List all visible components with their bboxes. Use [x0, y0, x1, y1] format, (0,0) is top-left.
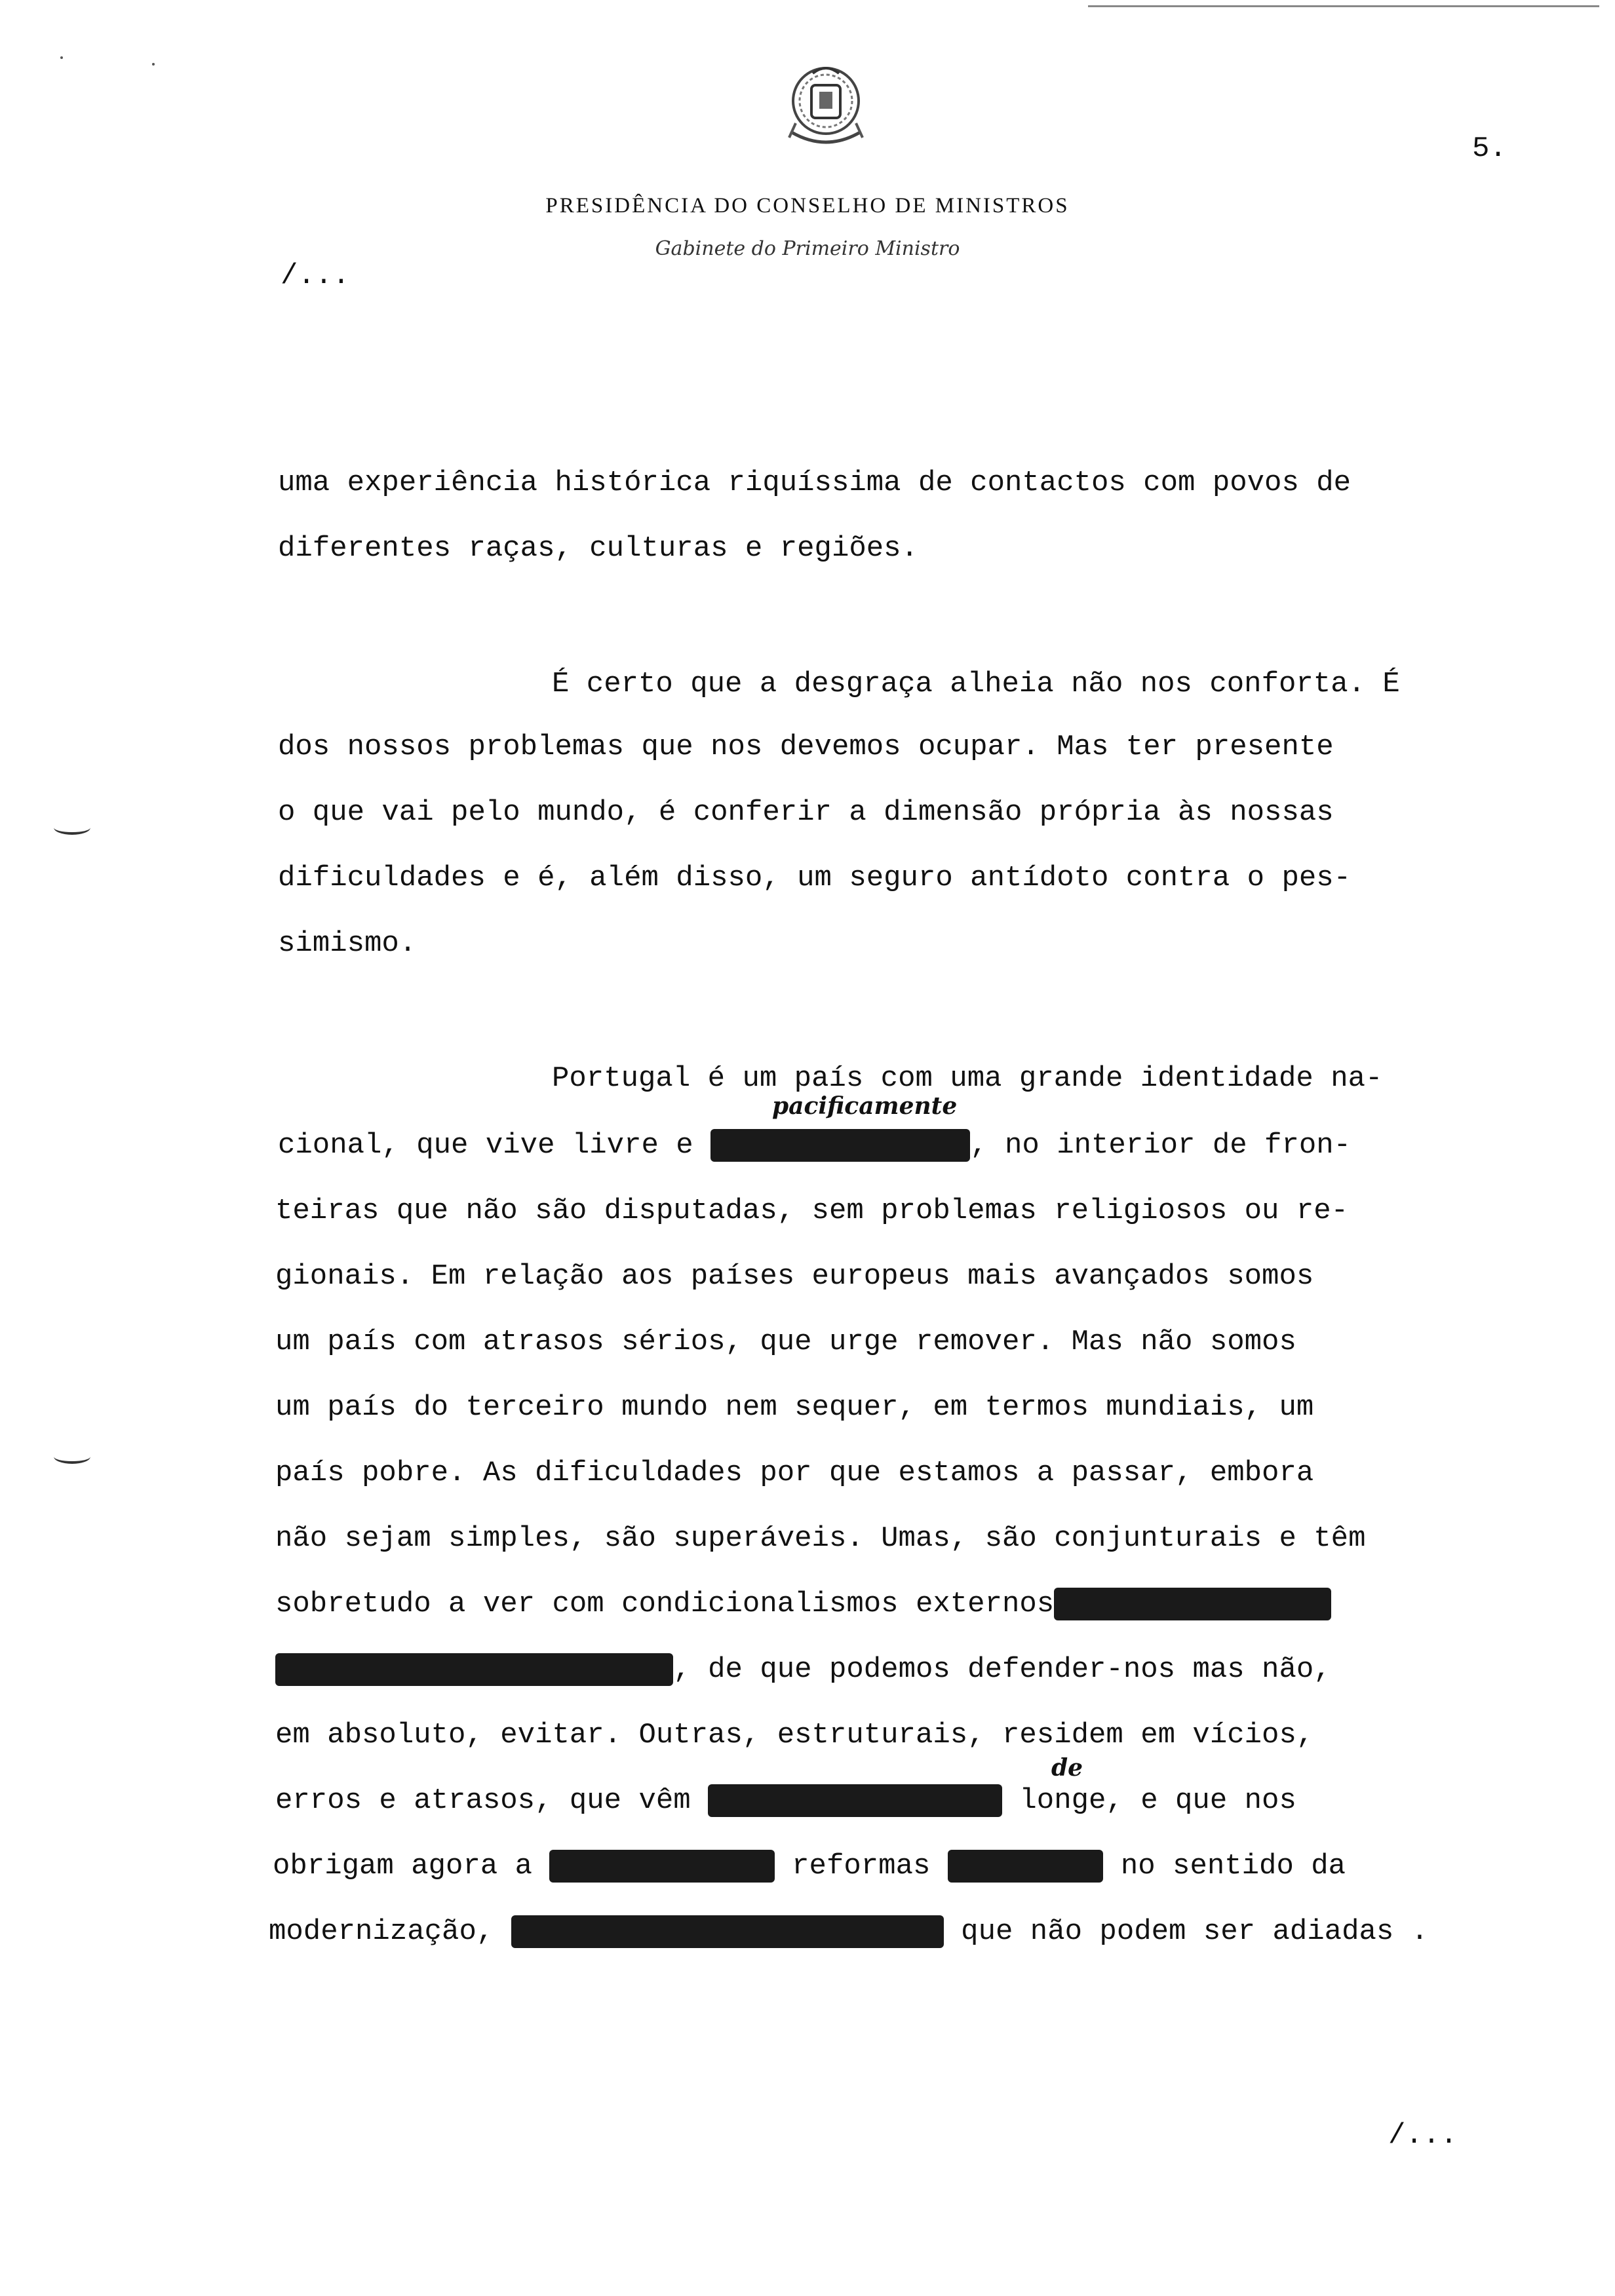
body-line: não sejam simples, são superáveis. Umas, são conjunturais e têm	[275, 1522, 1366, 1555]
struck-text	[511, 1915, 944, 1948]
body-line: o que vai pelo mundo, é conferir a dimensão própria às nossas	[278, 796, 1334, 829]
margin-mark	[54, 1449, 90, 1464]
body-line: simismo.	[278, 927, 417, 960]
struck-text	[275, 1653, 673, 1686]
struck-text	[708, 1784, 1002, 1817]
handwritten-insertion: de	[1051, 1754, 1083, 1782]
body-line: uma experiência histórica riquíssima de contactos com povos de	[278, 467, 1352, 499]
body-line: diferentes raças, culturas e regiões.	[278, 532, 918, 565]
struck-text	[948, 1850, 1104, 1883]
body-line: dos nossos problemas que nos devemos ocupar. Mas ter presente	[278, 731, 1334, 763]
body-line: cional, que vive livre e , no interior de fron-	[278, 1129, 1352, 1162]
struck-text	[549, 1850, 774, 1883]
top-rule	[1088, 5, 1599, 7]
body-line: dificuldades e é, além disso, um seguro antídoto contra o pes-	[278, 862, 1352, 894]
scan-speck	[60, 56, 63, 59]
handwritten-insertion: pacificamente	[772, 1092, 958, 1120]
body-line: erros e atrasos, que vêm longe, e que nos	[275, 1784, 1296, 1817]
scan-speck	[152, 63, 155, 66]
body-line: teiras que não são disputadas, sem problemas religiosos ou re-	[275, 1195, 1349, 1227]
body-line: em absoluto, evitar. Outras, estruturais, residem em vícios,	[275, 1719, 1314, 1751]
continuation-mark-bottom: /...	[1388, 2119, 1458, 2152]
body-line: , de que podemos defender-nos mas não,	[275, 1655, 1331, 1684]
body-line: Portugal é um país com uma grande identidade na-	[552, 1062, 1383, 1095]
body-line: sobretudo a ver com condicionalismos externos	[275, 1590, 1331, 1618]
struck-text	[1054, 1588, 1331, 1620]
body-line: gionais. Em relação aos países europeus mais avançados somos	[275, 1260, 1314, 1293]
body-line: É certo que a desgraça alheia não nos conforta. É	[552, 668, 1400, 700]
margin-mark	[54, 820, 90, 835]
continuation-mark-top: /...	[281, 259, 350, 292]
organization-heading: PRESIDÊNCIA DO CONSELHO DE MINISTROS	[545, 194, 1070, 218]
page-number: 5.	[1472, 132, 1507, 165]
body-line: país pobre. As dificuldades por que estamos a passar, embora	[275, 1457, 1314, 1489]
body-line: um país do terceiro mundo nem sequer, em termos mundiais, um	[275, 1391, 1314, 1424]
cabinet-subheading: Gabinete do Primeiro Ministro	[655, 237, 960, 260]
body-line: um país com atrasos sérios, que urge remover. Mas não somos	[275, 1326, 1296, 1358]
body-line: obrigam agora a reformas no sentido da	[273, 1850, 1346, 1883]
struck-text	[710, 1129, 970, 1162]
body-line: modernização, que não podem ser adiadas .	[269, 1915, 1429, 1948]
coat-of-arms-emblem	[773, 60, 878, 159]
